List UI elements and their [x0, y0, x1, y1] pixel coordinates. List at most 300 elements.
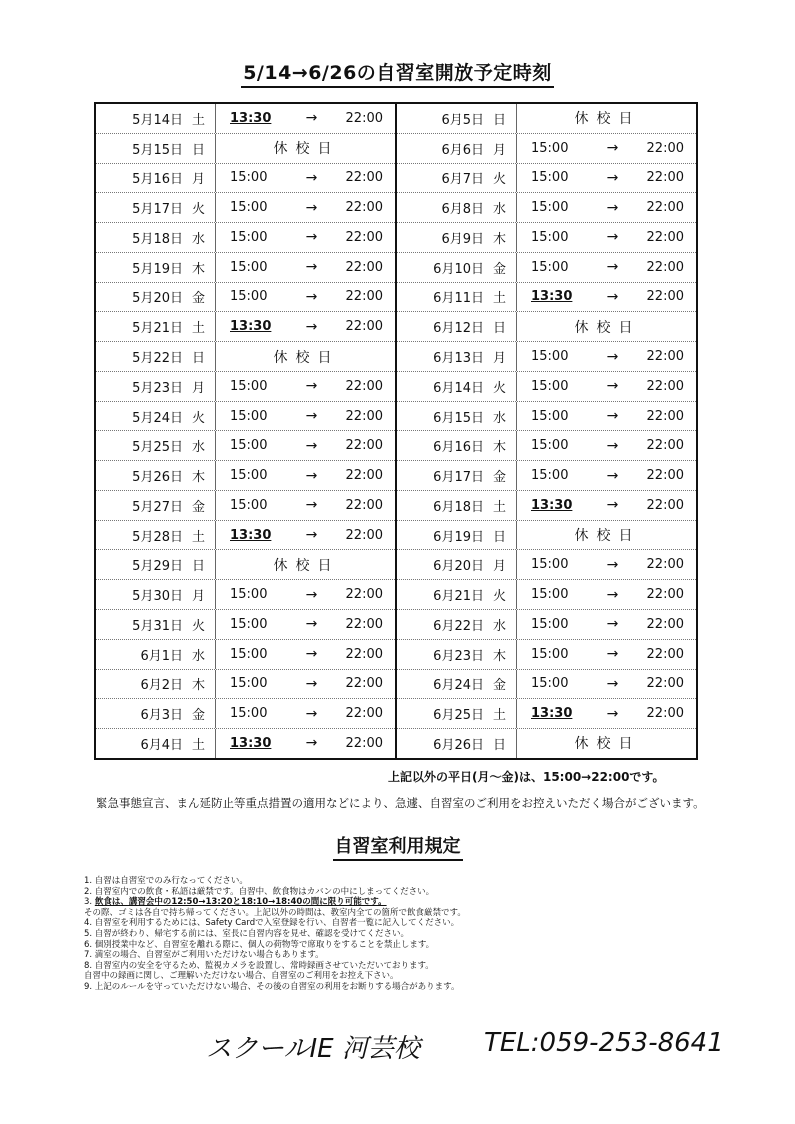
- schedule-hours: [216, 555, 395, 575]
- schedule-hours: [216, 170, 395, 186]
- close-time: 22:00: [345, 497, 383, 513]
- schedule-row: [96, 164, 395, 194]
- schedule-date: [397, 729, 517, 758]
- close-time: 22:00: [345, 616, 383, 632]
- close-time: 22:00: [646, 408, 684, 424]
- schedule-date: [96, 670, 216, 699]
- rule-text: その際、ゴミは各自で持ち帰ってください。上記以外の時間は、教室内全ての箇所で飲食厳禁です。: [84, 907, 466, 918]
- schedule-date: [397, 253, 517, 282]
- weekday-text: 日: [492, 529, 506, 545]
- weekday-text: 月: [492, 559, 506, 575]
- rule-text: 1. 自習は自習室でのみ行なってください。: [84, 876, 248, 886]
- rule-item: [84, 876, 724, 887]
- schedule-hours: [517, 468, 696, 484]
- schedule-hours: [216, 587, 395, 603]
- schedule-row: [397, 283, 696, 313]
- date-text: 5月28日: [132, 529, 183, 545]
- open-time: 15:00: [230, 259, 268, 275]
- schedule-hours: [517, 170, 696, 186]
- schedule-row: [397, 670, 696, 700]
- schedule-row: [397, 104, 696, 134]
- arrow-glyph: →: [606, 437, 619, 454]
- schedule-date: [96, 402, 216, 431]
- weekday-text: 金: [191, 708, 205, 724]
- open-time: 15:00: [230, 170, 268, 186]
- arrow-glyph: →: [606, 556, 619, 573]
- arrow-glyph: →: [305, 169, 318, 186]
- schedule-row: [96, 253, 395, 283]
- date-text: 6月24日: [433, 678, 484, 694]
- date-text: 5月15日: [132, 142, 183, 158]
- weekday-text: 月: [191, 589, 205, 605]
- schedule-row: [397, 134, 696, 164]
- arrow-glyph: →: [606, 675, 619, 692]
- open-time: 15:00: [230, 587, 268, 603]
- schedule-column-right: [397, 104, 696, 758]
- schedule-hours: [216, 289, 395, 305]
- weekday-text: 土: [191, 529, 205, 545]
- schedule-date: [96, 431, 216, 460]
- holiday-label: 休校日: [574, 736, 641, 753]
- schedule-row: [96, 134, 395, 164]
- close-time: 22:00: [345, 170, 383, 186]
- schedule-date: [96, 372, 216, 401]
- schedule-hours: [517, 733, 696, 753]
- close-time: 22:00: [345, 408, 383, 424]
- date-text: 5月31日: [132, 618, 183, 634]
- close-time: 22:00: [345, 229, 383, 245]
- emergency-note: 緊急事態宣言、まん延防止等重点措置の適用などにより、急遽、自習室のご利用をお控えいただく場合がございます。: [96, 796, 705, 810]
- open-time: 15:00: [531, 170, 569, 186]
- schedule-hours: [216, 616, 395, 632]
- weekday-text: 木: [492, 231, 506, 247]
- weekday-text: 水: [191, 231, 205, 247]
- schedule-row: [397, 521, 696, 551]
- date-text: 6月11日: [433, 291, 484, 307]
- weekday-text: 火: [492, 380, 506, 396]
- arrow-glyph: →: [606, 467, 619, 484]
- weekday-text: 水: [492, 202, 506, 218]
- date-text: 6月8日: [441, 202, 484, 218]
- holiday-label: 休校日: [273, 141, 340, 158]
- rules-title: 自習室利用規定: [0, 832, 795, 858]
- close-time: 22:00: [646, 646, 684, 662]
- arrow-glyph: →: [606, 348, 619, 365]
- schedule-date: [96, 193, 216, 222]
- schedule-hours: [517, 200, 696, 216]
- arrow-glyph: →: [606, 586, 619, 603]
- page-title: 5/14→6/26の自習室開放予定時刻: [0, 58, 795, 85]
- close-time: 22:00: [646, 676, 684, 692]
- close-time: 22:00: [646, 259, 684, 275]
- date-text: 6月23日: [433, 648, 484, 664]
- schedule-row: [397, 193, 696, 223]
- open-time: 13:30: [531, 289, 573, 305]
- arrow-glyph: →: [305, 467, 318, 484]
- schedule-hours: [216, 319, 395, 335]
- schedule-date: [397, 283, 517, 312]
- schedule-date: [96, 640, 216, 669]
- schedule-row: [397, 640, 696, 670]
- schedule-row: [397, 729, 696, 758]
- date-text: 5月24日: [132, 410, 183, 426]
- close-time: 22:00: [646, 557, 684, 573]
- schedule-hours: [517, 229, 696, 245]
- rule-emphasis: 飲食は、講習会中の12:50→13:20と18:10→18:40の間に限り可能です。: [94, 897, 387, 908]
- schedule-date: [96, 283, 216, 312]
- open-time: 13:30: [230, 735, 272, 751]
- schedule-row: [397, 431, 696, 461]
- holiday-label: 休校日: [273, 557, 340, 574]
- date-text: 5月29日: [132, 559, 183, 575]
- close-time: 22:00: [345, 378, 383, 394]
- schedule-hours: [216, 110, 395, 126]
- schedule-date: [397, 134, 517, 163]
- open-time: 15:00: [531, 557, 569, 573]
- schedule-row: [96, 461, 395, 491]
- schedule-date: [397, 491, 517, 520]
- schedule-row: [397, 223, 696, 253]
- rule-text: 2. 自習室内での飲食・私語は厳禁です。自習中、飲食物はカバンの中にしまってください。: [84, 886, 435, 897]
- close-time: 22:00: [646, 289, 684, 305]
- schedule-row: [96, 283, 395, 313]
- close-time: 22:00: [646, 616, 684, 632]
- weekday-text: 木: [492, 648, 506, 664]
- arrow-glyph: →: [305, 705, 318, 722]
- date-text: 6月9日: [441, 231, 484, 247]
- arrow-glyph: →: [606, 199, 619, 216]
- close-time: 22:00: [345, 527, 383, 543]
- close-time: 22:00: [345, 289, 383, 305]
- arrow-glyph: →: [606, 408, 619, 425]
- close-time: 22:00: [646, 497, 684, 513]
- schedule-row: [397, 491, 696, 521]
- open-time: 15:00: [230, 408, 268, 424]
- date-text: 5月26日: [132, 470, 183, 486]
- weekday-text: 日: [191, 559, 205, 575]
- schedule-column-left: [96, 104, 397, 758]
- weekday-text: 金: [492, 470, 506, 486]
- schedule-row: [96, 550, 395, 580]
- arrow-glyph: →: [606, 705, 619, 722]
- schedule-row: [96, 402, 395, 432]
- date-text: 6月2日: [140, 678, 183, 694]
- weekday-text: 水: [492, 410, 506, 426]
- schedule-hours: [517, 497, 696, 513]
- arrow-glyph: →: [305, 497, 318, 514]
- open-time: 15:00: [531, 140, 569, 156]
- schedule-date: [397, 104, 517, 133]
- weekday-text: 日: [492, 321, 506, 337]
- arrow-glyph: →: [606, 259, 619, 276]
- schedule-hours: [517, 557, 696, 573]
- close-time: 22:00: [646, 438, 684, 454]
- weekday-text: 土: [492, 708, 506, 724]
- date-text: 5月30日: [132, 589, 183, 605]
- arrow-glyph: →: [305, 199, 318, 216]
- arrow-glyph: →: [305, 229, 318, 246]
- schedule-date: [96, 610, 216, 639]
- schedule-hours: [517, 140, 696, 156]
- schedule-row: [397, 461, 696, 491]
- school-name: スクールIE 河芸校: [206, 1034, 420, 1064]
- date-text: 6月19日: [433, 529, 484, 545]
- date-text: 6月18日: [433, 499, 484, 515]
- arrow-glyph: →: [305, 259, 318, 276]
- schedule-row: [397, 580, 696, 610]
- schedule-row: [397, 164, 696, 194]
- close-time: 22:00: [345, 706, 383, 722]
- schedule-hours: [216, 200, 395, 216]
- date-text: 6月12日: [433, 321, 484, 337]
- rule-item: [84, 940, 724, 951]
- open-time: 13:30: [531, 706, 573, 722]
- open-time: 15:00: [531, 587, 569, 603]
- schedule-date: [96, 164, 216, 193]
- schedule-hours: [216, 676, 395, 692]
- open-time: 15:00: [531, 349, 569, 364]
- rule-item: [84, 918, 724, 929]
- open-time: 15:00: [230, 616, 268, 632]
- weekday-text: 土: [191, 737, 205, 753]
- close-time: 22:00: [646, 170, 684, 186]
- schedule-hours: [517, 289, 696, 305]
- weekday-text: 木: [191, 678, 205, 694]
- date-text: 6月22日: [433, 618, 484, 634]
- arrow-glyph: →: [305, 318, 318, 335]
- close-time: 22:00: [646, 468, 684, 484]
- schedule-date: [96, 104, 216, 133]
- open-time: 13:30: [531, 497, 573, 513]
- rule-text: 8. 自習室内の安全を守るため、監視カメラを設置し、常時録画させていただいております。: [84, 960, 434, 971]
- schedule-hours: [216, 378, 395, 394]
- arrow-glyph: →: [606, 169, 619, 186]
- date-text: 6月17日: [433, 470, 484, 486]
- date-text: 5月25日: [132, 440, 183, 456]
- schedule-hours: [216, 229, 395, 245]
- arrow-glyph: →: [606, 646, 619, 663]
- schedule-hours: [517, 616, 696, 632]
- schedule-hours: [216, 438, 395, 454]
- schedule-row: [96, 521, 395, 551]
- date-text: 6月4日: [140, 737, 183, 753]
- close-time: 22:00: [345, 646, 383, 662]
- schedule-date: [397, 372, 517, 401]
- date-text: 5月17日: [132, 202, 183, 218]
- schedule-hours: [216, 408, 395, 424]
- date-text: 6月16日: [433, 440, 484, 456]
- date-text: 6月5日: [441, 112, 484, 128]
- holiday-label: 休校日: [273, 349, 340, 366]
- schedule-date: [96, 491, 216, 520]
- weekday-text: 木: [191, 470, 205, 486]
- open-time: 13:30: [230, 527, 272, 543]
- schedule-row: [96, 640, 395, 670]
- holiday-label: 休校日: [574, 319, 641, 336]
- open-time: 15:00: [531, 646, 569, 662]
- schedule-row: [96, 104, 395, 134]
- weekday-text: 火: [191, 202, 205, 218]
- open-time: 15:00: [230, 229, 268, 245]
- schedule-row: [397, 610, 696, 640]
- arrow-glyph: →: [606, 378, 619, 395]
- schedule-hours: [517, 317, 696, 337]
- schedule-row: [96, 699, 395, 729]
- arrow-glyph: →: [606, 616, 619, 633]
- rule-text: 7. 満室の場合、自習室がご利用いただけない場合もあります。: [84, 950, 324, 961]
- schedule-date: [397, 699, 517, 728]
- date-text: 6月20日: [433, 559, 484, 575]
- rule-item: [84, 908, 724, 919]
- weekday-text: 日: [191, 142, 205, 158]
- open-time: 15:00: [230, 378, 268, 394]
- open-time: 15:00: [230, 497, 268, 513]
- arrow-glyph: →: [305, 675, 318, 692]
- open-time: 15:00: [230, 289, 268, 305]
- schedule-row: [397, 550, 696, 580]
- arrow-glyph: →: [305, 288, 318, 305]
- rule-item: [84, 982, 724, 993]
- date-text: 5月16日: [132, 172, 183, 188]
- arrow-glyph: →: [305, 616, 318, 633]
- schedule-hours: [517, 378, 696, 394]
- weekday-hours-note: 上記以外の平日(月～金)は、15:00→22:00です。: [388, 770, 665, 784]
- date-text: 5月27日: [132, 499, 183, 515]
- schedule-hours: [517, 646, 696, 662]
- schedule-date: [397, 670, 517, 699]
- schedule-date: [96, 223, 216, 252]
- schedule-row: [96, 670, 395, 700]
- schedule-date: [96, 521, 216, 550]
- schedule-row: [96, 729, 395, 758]
- arrow-glyph: →: [606, 140, 619, 157]
- schedule-date: [96, 729, 216, 758]
- weekday-text: 日: [492, 112, 506, 128]
- close-time: 22:00: [345, 438, 383, 454]
- weekday-text: 日: [191, 351, 205, 366]
- schedule-date: [397, 312, 517, 341]
- schedule-hours: [517, 587, 696, 603]
- close-time: 22:00: [345, 110, 383, 126]
- date-text: 5月18日: [132, 231, 183, 247]
- schedule-row: [96, 431, 395, 461]
- close-time: 22:00: [345, 587, 383, 603]
- open-time: 15:00: [230, 646, 268, 662]
- schedule-date: [397, 402, 517, 431]
- close-time: 22:00: [345, 735, 383, 751]
- schedule-row: [96, 580, 395, 610]
- schedule-hours: [216, 527, 395, 543]
- schedule-hours: [216, 735, 395, 751]
- weekday-text: 水: [191, 440, 205, 456]
- date-text: 6月10日: [433, 261, 484, 277]
- close-time: 22:00: [646, 706, 684, 722]
- date-text: 6月21日: [433, 589, 484, 605]
- date-text: 5月21日: [132, 321, 183, 337]
- date-text: 5月20日: [132, 291, 183, 307]
- rule-text: 4. 自習室を利用するためには、Safety Cardで入室登録を行い、自習者一覧に記入してください。: [84, 918, 460, 929]
- schedule-date: [397, 461, 517, 490]
- schedule-date: [397, 164, 517, 193]
- close-time: 22:00: [345, 676, 383, 692]
- schedule-row: [96, 223, 395, 253]
- weekday-text: 水: [492, 618, 506, 634]
- arrow-glyph: →: [606, 229, 619, 246]
- arrow-glyph: →: [305, 735, 318, 752]
- open-time: 15:00: [230, 706, 268, 722]
- schedule-date: [96, 699, 216, 728]
- rule-item: [84, 950, 724, 961]
- schedule-row: [397, 253, 696, 283]
- weekday-text: 水: [191, 648, 205, 664]
- schedule-date: [397, 342, 517, 371]
- schedule-hours: [517, 108, 696, 128]
- arrow-glyph: →: [305, 527, 318, 544]
- schedule-hours: [517, 706, 696, 722]
- open-time: 15:00: [531, 229, 569, 245]
- schedule-row: [397, 699, 696, 729]
- weekday-text: 金: [191, 291, 205, 307]
- open-time: 15:00: [531, 200, 569, 216]
- weekday-text: 土: [191, 321, 205, 337]
- weekday-text: 土: [492, 291, 506, 307]
- schedule-date: [397, 193, 517, 222]
- close-time: 22:00: [646, 140, 684, 156]
- schedule-row: [96, 610, 395, 640]
- schedule-date: [397, 550, 517, 579]
- schedule-date: [397, 223, 517, 252]
- rule-item: [84, 929, 724, 940]
- arrow-glyph: →: [305, 378, 318, 395]
- schedule-date: [96, 342, 216, 371]
- schedule-date: [96, 461, 216, 490]
- close-time: 22:00: [646, 349, 684, 364]
- schedule-hours: [517, 408, 696, 424]
- arrow-glyph: →: [305, 408, 318, 425]
- schedule-row: [96, 372, 395, 402]
- close-time: 22:00: [345, 319, 383, 335]
- date-text: 6月13日: [433, 351, 484, 366]
- weekday-text: 金: [492, 261, 506, 277]
- rule-text: 自習中の録画に関し、ご理解いただけない場合、自習室のご利用をお控え下さい。: [84, 971, 399, 982]
- schedule-row: [96, 342, 395, 372]
- schedule-hours: [216, 706, 395, 722]
- schedule-row: [397, 402, 696, 432]
- arrow-glyph: →: [305, 437, 318, 454]
- open-time: 15:00: [531, 676, 569, 692]
- weekday-text: 木: [492, 440, 506, 456]
- schedule-date: [397, 610, 517, 639]
- weekday-text: 火: [191, 618, 205, 634]
- arrow-glyph: →: [305, 586, 318, 603]
- rule-item: [84, 971, 724, 982]
- date-text: 6月26日: [433, 737, 484, 753]
- schedule-date: [397, 580, 517, 609]
- open-time: 15:00: [531, 378, 569, 394]
- open-time: 15:00: [531, 408, 569, 424]
- open-time: 15:00: [531, 616, 569, 632]
- schedule-hours: [517, 525, 696, 545]
- open-time: 15:00: [230, 200, 268, 216]
- schedule-date: [96, 253, 216, 282]
- schedule-hours: [517, 349, 696, 365]
- rule-number: 3.: [84, 897, 95, 908]
- open-time: 15:00: [230, 676, 268, 692]
- schedule-row: [96, 491, 395, 521]
- rule-item: [84, 897, 724, 908]
- holiday-label: 休校日: [574, 111, 641, 128]
- schedule-hours: [517, 259, 696, 275]
